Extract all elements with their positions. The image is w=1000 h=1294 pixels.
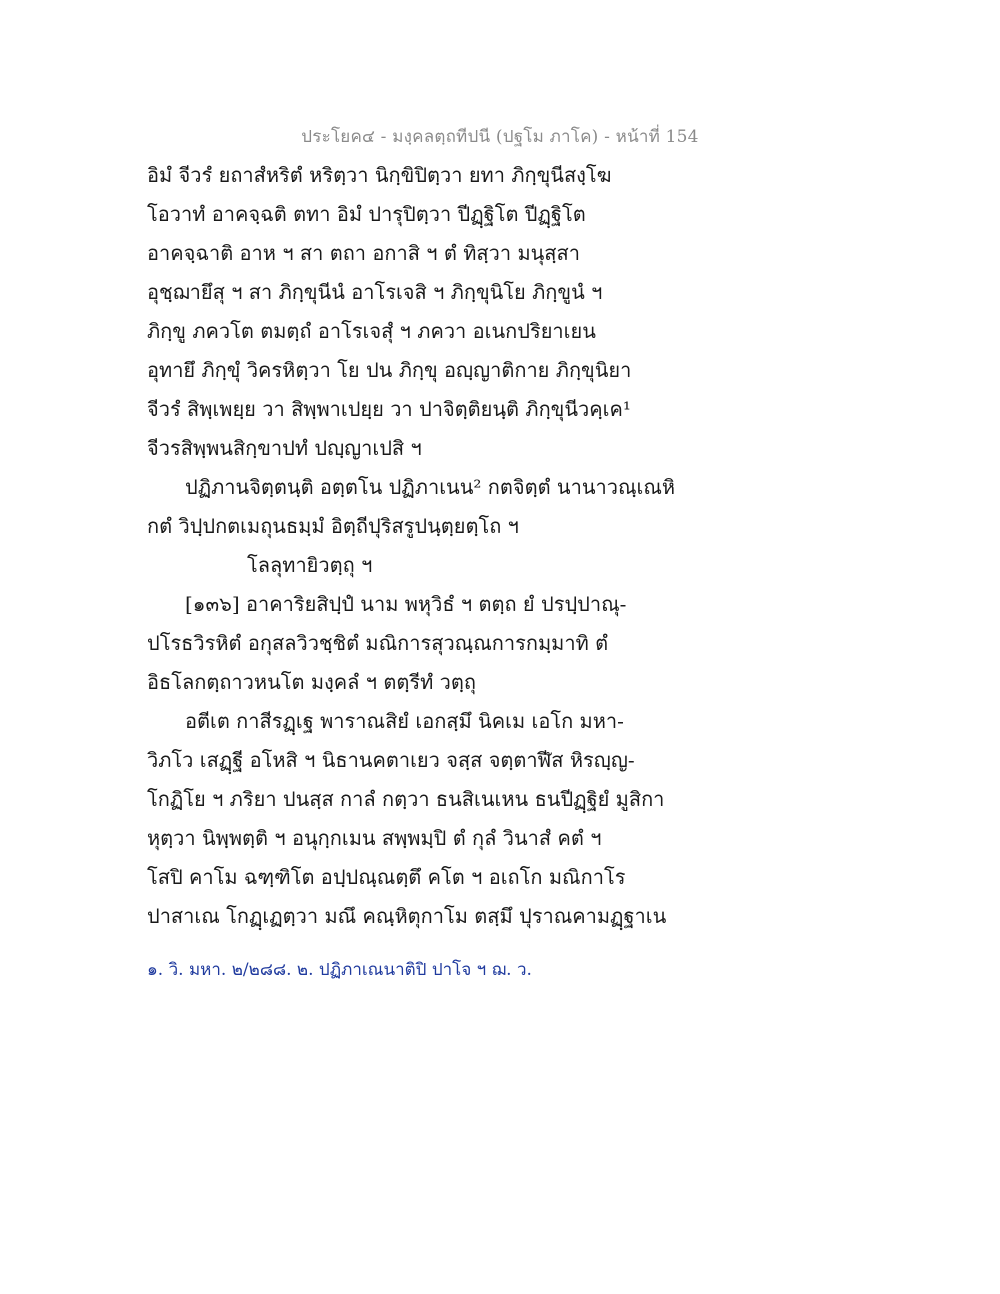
text-line: กตํ วิปฺปกตเมถุนธมฺมํ อิตฺถีปุริสรูปนฺตฺยตฺโถ ฯ <box>147 514 519 538</box>
paragraph-start-line: อตีเต กาสีรฏฺเฐ พาราณสิยํ เอกสฺมึ นิคเม เอโก มหา- <box>185 709 624 733</box>
text-line: อุทายึ ภิกฺขุํ วิครหิตฺวา โย ปน ภิกฺขุ อญฺญาติกาย ภิกฺขุนิยา <box>147 358 632 382</box>
paragraph-start-line: [๑๓๖] อาคาริยสิปฺปํ นาม พหุวิธํ ฯ ตตฺถ ยํ ปรปฺปาณุ- <box>185 592 627 616</box>
page-header: ประโยค๔ - มงฺคลตฺถทีปนี (ปฐโม ภาโค) - หน้าที่ 154 <box>301 127 699 147</box>
text-line: โกฏิโย ฯ ภริยา ปนสฺส กาลํ กตฺวา ธนสิเนเหน ธนปีฏฺฐิยํ มูสิกา <box>147 787 665 811</box>
text-line: อิมํ จีวรํ ยถาสํหริตํ หริตฺวา นิกฺขิปิตฺวา ยทา ภิกฺขุนีสงฺโฆ <box>147 163 612 187</box>
text-line: จีวรํ สิพฺเพยฺย วา สิพฺพาเปยฺย วา ปาจิตฺติยนฺติ ภิกฺขุนีวคฺเค¹ <box>147 397 631 421</box>
paragraph-start-line: ปฏิภานจิตฺตนฺติ อตฺตโน ปฏิภาเนน² กตจิตฺตํ นานาวณฺเณหิ <box>185 475 676 499</box>
footnote: ๑. วิ. มหา. ๒/๒๘๘. ๒. ปฏิภาเณนาติปิ ปาโจ ฯ ฌ. ว. <box>147 960 532 980</box>
text-line: หุตฺวา นิพฺพตฺติ ฯ อนุกฺกเมน สพฺพมฺปิ ตํ กุลํ วินาสํ คตํ ฯ <box>147 826 602 850</box>
text-line: จีวรสิพฺพนสิกฺขาปทํ ปญฺญาเปสิ ฯ <box>147 436 422 460</box>
text-line: อุชฺฌายึสุ ฯ สา ภิกฺขุนีนํ อาโรเจสิ ฯ ภิกฺขุนิโย ภิกฺขูนํ ฯ <box>147 280 603 304</box>
text-line: อาคจฺฉาติ อาห ฯ สา ตถา อกาสิ ฯ ตํ ทิสฺวา มนุสฺสา <box>147 241 580 265</box>
body-text <box>147 156 867 936</box>
text-line: วิภโว เสฏฺฐี อโหสิ ฯ นิธานคตาเยว จสฺส จตฺตาฬีส หิรญฺญ- <box>147 748 635 772</box>
text-line: ปาสาเณ โกฏฺเฏตฺวา มณึ คณฺหิตุกาโม ตสฺมึ ปุราณคามฏฺฐาเน <box>147 904 667 928</box>
text-line: โอวาทํ อาคจฺฉติ ตทา อิมํ ปารุปิตฺวา ปีฏฺฐิโต ปีฏฺฐิโต <box>147 202 586 226</box>
section-title: โลลุทายิวตฺถุ ฯ <box>247 553 373 577</box>
text-line: ภิกฺขู ภควโต ตมตฺถํ อาโรเจสุํ ฯ ภควา อเนกปริยาเยน <box>147 319 596 343</box>
text-line: ปโรธวิรหิตํ อกุสลวิวชฺชิตํ มณิการสุวณฺณการกมฺมาทิ ตํ <box>147 631 609 655</box>
text-line: โสปิ คาโม ฉฑฺฑิโต อปฺปณฺณตฺตึ คโต ฯ อเถโก มณิกาโร <box>147 865 626 889</box>
text-line: อิธโลกตฺถาวหนโต มงฺคลํ ฯ ตตฺรีทํ วตฺถุ <box>147 670 476 694</box>
